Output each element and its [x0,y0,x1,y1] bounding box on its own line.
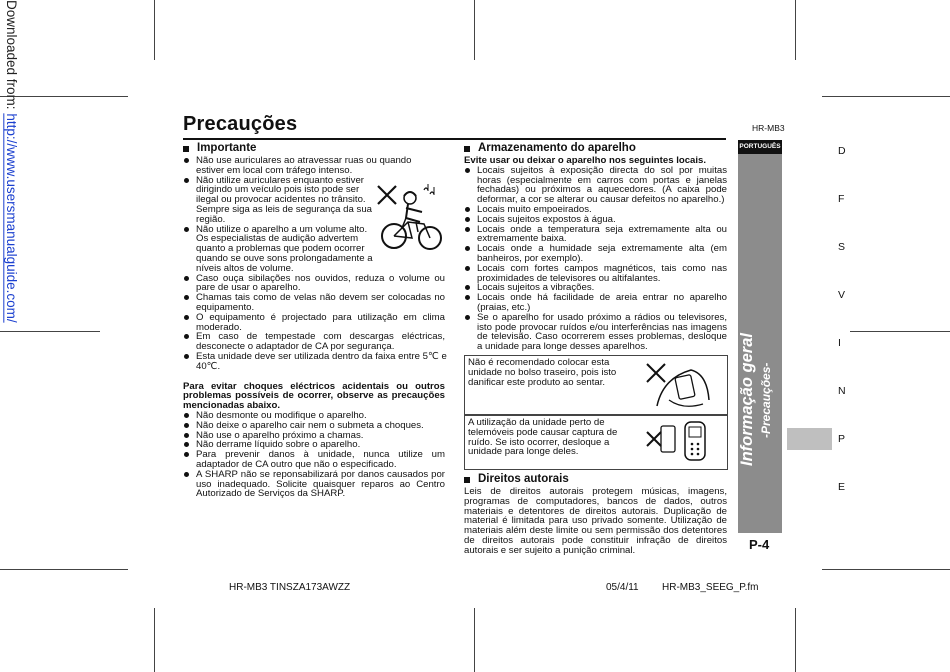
cyclist-headphones-illustration [376,182,444,254]
crop-mark [474,0,475,60]
sidebar-title [738,260,782,540]
list-item: Não deixe o aparelho cair nem o submeta a choques. [183,421,445,431]
list-item: Locais sujeitos à exposição directa do sol por muitas horas (especialmente em carros com portas e janelas fechadas) ou próximos a aquecedores. (A caixa pode deformar, a cor se alterar ou causar defeitos no aparelho.) [464,166,727,205]
shock-heading: Para evitar choques eléctricos acidentais ou outros problemas possíveis de ocorrer, observe as precauções mencionadas abaixo. [183,380,445,412]
download-watermark [0,0,20,330]
watermark-link[interactable]: http://www.usersmanualguide.com/ [4,113,19,323]
language-index-f[interactable]: F [838,193,845,205]
phone-warning-text: A utilização da unidade perto de telemóveis pode causar captura de ruído. Se isto ocorrer, desloque a unidade para longe deles. [468,417,618,458]
shock-list [183,411,445,499]
list-item: Não derrame líquido sobre o aparelho. [183,440,445,450]
sidebar-title-main: Informação geral [738,333,756,467]
language-index-n[interactable]: N [838,385,846,397]
language-tag: PORTUGUÊS [738,140,782,154]
footer-date: 05/4/11 [606,582,639,593]
footer-filename: HR-MB3_SEEG_P.fm [662,582,759,593]
language-index-e[interactable]: E [838,481,846,493]
square-bullet-icon [183,146,189,152]
list-item: Locais onde a humidade seja extremamente alta (em banheiros, por exemplo). [464,244,727,264]
list-item: Em caso de tempestade com descargas eléctricas, desconecte o adaptador de CA por segurança. [183,332,445,352]
crop-mark [822,96,950,97]
model-label: HR-MB3 [752,123,785,133]
list-item: Não use o aparelho próximo a chamas. [183,431,445,441]
crop-mark [0,331,100,332]
storage-heading: Armazenamento do aparelho [464,142,727,155]
list-item: Locais onde a temperatura seja extremamente alta ou extremamente baixa. [464,225,727,245]
copyright-text: Leis de direitos autorais protegem músicas, imagens, programas de computadores, bancos de dados, outros materiais e detentores de direitos autorais. Duplicação de material é limitada para uso privado somente. Utilização de materiais além deste limite ou sem permissão dos detentores de direitos autorais pode constituir infração de direitos autorais e ser sujeito a punição criminal. [464,486,727,556]
list-item: Não use auriculares ao atravessar ruas ou quando estiver em local com tráfego intenso. [183,156,436,176]
crop-mark [795,0,796,60]
back-pocket-illustration [643,360,713,412]
page-title: Precauções [183,113,298,135]
list-item: Não utilize auriculares enquanto estiver dirigindo um veículo pois isto pode ser ilegal ou provocar acidentes no trânsito. Sempre siga as leis de segurança da sua região. [183,176,378,225]
list-item: Locais onde há facilidade de areia entrar no aparelho (praias, etc.) [464,293,727,313]
language-index-d[interactable]: D [838,145,846,157]
list-item: Caso ouça sibilações nos ouvidos, reduza o volume ou pare de usar o aparelho. [183,274,445,294]
list-item: Chamas tais como de velas não devem ser colocadas no equipamento. [183,293,445,313]
list-item: Locais sujeitos expostos à água. [464,215,727,225]
copyright-heading: Direitos autorais [464,473,727,486]
list-item: Não desmonte ou modifique o aparelho. [183,411,445,421]
page-number: P-4 [749,537,770,552]
crop-mark [474,608,475,672]
copyright-section [464,473,727,556]
language-index-s[interactable]: S [838,241,846,253]
footer-model-code: HR-MB3 TINSZA173AWZZ [229,582,351,593]
crop-mark [795,608,796,672]
pocket-warning-box [464,355,728,415]
crop-mark [0,569,128,570]
list-item: Esta unidade deve ser utilizada dentro da faixa entre 5℃ e 40℃. [183,352,451,372]
square-bullet-icon [464,146,470,152]
storage-list [464,166,727,352]
watermark-prefix: Downloaded from: [4,0,19,114]
storage-subheading: Evite usar ou deixar o aparelho nos seguintes locais. [464,155,707,166]
mobile-phone-illustration [643,418,715,466]
language-highlight [787,428,832,450]
phone-warning-box [464,415,728,470]
crop-mark [850,331,950,332]
list-item: Locais com fortes campos magnéticos, tais como nas proximidades de televisores ou altifalantes. [464,264,727,284]
language-index-v[interactable]: V [838,289,846,301]
language-index-i[interactable]: I [838,337,841,349]
section-sidebar [738,140,782,533]
list-item: Para prevenir danos à unidade, nunca utilize um adaptador de CA outro que não o especificado. [183,450,445,470]
list-item: A SHARP não se reponsabilizará por danos causados por uso inadequado. Solicite quaisquer reparos ao Centro Autorizado de Serviços da SHARP. [183,470,445,499]
square-bullet-icon [464,477,470,483]
crop-mark [154,608,155,672]
crop-mark [154,0,155,60]
list-item: Não utilize o aparelho a um volume alto. Os especialistas de audição advertem quanto a problemas que podem ocorrer quando se ouve sons prolongadamente a níveis altos de volume. [183,225,381,274]
important-heading: Importante [183,142,445,155]
list-item: Locais sujeitos a vibrações. [464,283,727,293]
list-item: O equipamento é projectado para utilização em clima moderado. [183,313,445,333]
list-item: Se o aparelho for usado próximo a rádios ou televisores, isto pode provocar ruídos e/ou interferências nas imagens de televisão. Caso ocorrerem esses problemas, desloque a unidade para longe desses aparelhos. [464,313,727,352]
list-item: Locais muito empoeirados. [464,205,727,215]
pocket-warning-text: Não é recomendado colocar esta unidade no bolso traseiro, pois isto danificar este produto ao sentar. [468,357,617,388]
sidebar-title-sub: -Precauções- [759,362,773,438]
crop-mark [822,569,950,570]
language-index-p[interactable]: P [838,433,846,445]
right-column [464,142,727,352]
title-rule [183,138,726,140]
